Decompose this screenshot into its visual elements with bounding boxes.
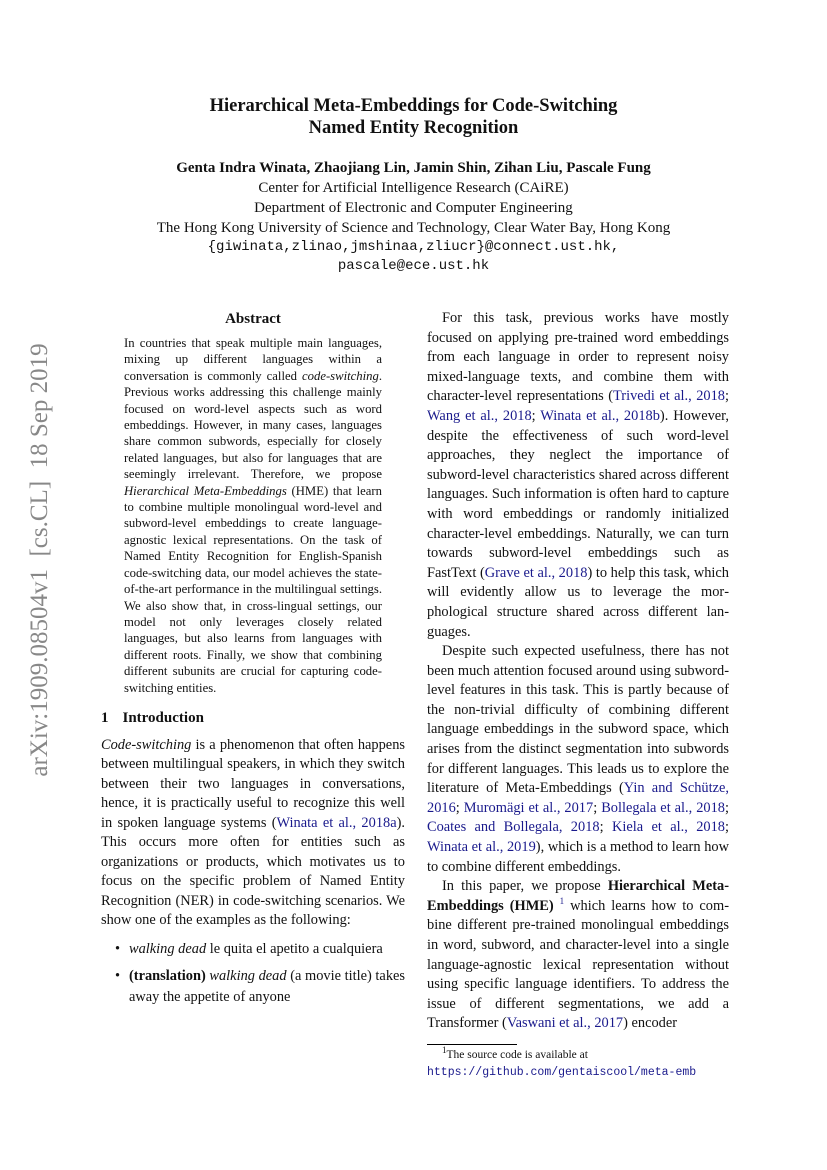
source-code-link[interactable]: https://github.com/gentaiscool/meta-emb	[427, 1065, 697, 1079]
citation-link[interactable]: Vaswani et al., 2017	[506, 1015, 624, 1032]
text: (HME) that learn to combine multiple monolingual word-level and subword-level embeddings to create language-agnostic lexical representations. On the task of Named Entity Recognition for English-Spanish code-switching data, our model achieves the state-of-the-art performance in the multilingual settings. We also show that, in cross-lingual settings, our model not only leverages closely related languages, but also learns from languages with different roots. Finally, we show that combining different subunits are crucial for capturing code-switching entities.	[124, 483, 382, 695]
citation-link[interactable]: Kiela et al., 2018	[611, 819, 725, 836]
citation-link[interactable]: Wang et al., 2018	[427, 407, 532, 424]
affiliation: Department of Electronic and Computer Engineering	[254, 200, 573, 216]
affiliation: Center for Artificial Intelligence Research (CAiRE)	[258, 180, 569, 196]
text: is a phenomenon that often happens between multilingual speakers, in which they switch between their two languages in conversations, hence, it is practically useful to recognize this well in spoken language systems (	[101, 736, 405, 831]
section-title: Introduction	[122, 709, 204, 726]
citation-link[interactable]: Winata et al., 2019	[427, 839, 536, 856]
text: ) encoder	[623, 1015, 678, 1032]
bullet-icon: •	[115, 940, 121, 957]
text: . Previous works addressing this challenge mainly focused on word-level aspects such as word embeddings. However, in many cases, languages share common subwords, especially for closely related languages, but also for languages that are seemingly irrelevant. Therefore, we propose	[124, 368, 382, 482]
footnote	[427, 1047, 729, 1081]
citation-link[interactable]: Yin and Schütze, 2016	[427, 780, 729, 816]
italic-text: walking dead	[209, 967, 287, 984]
citation-link[interactable]: Coates and Bollegala, 2018	[427, 819, 600, 836]
email-line: pascale@ece.ust.hk	[337, 258, 490, 274]
section-number: 1	[101, 709, 109, 726]
paragraph	[427, 877, 729, 1034]
affiliations	[0, 178, 827, 238]
text: ;	[599, 819, 612, 836]
text: ). This occurs more often for entities such as organizations or products, which motivates us to focus on the specific problem of Named Entity Recognition (NER) in code-switching scenarios. We show one of the examples as the following:	[101, 814, 405, 929]
text: Despite such expected usefulness, there has not been much attention focused around using subword-level features in this task. This is partly because of the non-trivial difficulty of combining different language embeddings in the subword space, which arises from the distinct segmentation into subwords for different languages. This leads us to explore the literature of Meta-Embeddings (	[427, 643, 729, 797]
text: For this task, previous works have mostly focused on applying pre-trained word embeddings from each language in order to represent noisy mixed-language texts, and combine them with character-level representations (	[427, 310, 729, 405]
italic-text: code-switching	[302, 368, 379, 383]
footnote-reference[interactable]: 1	[559, 896, 565, 907]
text: ;	[455, 799, 464, 816]
list-item	[101, 966, 405, 1008]
text: ;	[725, 799, 730, 816]
arxiv-identifier: arXiv:1909.08504v1 [cs.CL] 18 Sep 2019	[26, 343, 53, 777]
text: ;	[531, 407, 541, 424]
paragraph	[427, 642, 729, 877]
introduction-text	[101, 736, 405, 931]
italic-text: walking dead	[129, 940, 207, 957]
paragraph	[427, 309, 729, 642]
citation-link[interactable]: Bollegala et al., 2018	[601, 799, 726, 816]
section-heading-introduction	[101, 708, 405, 728]
abstract-text	[124, 335, 382, 696]
citation-link[interactable]: Muromägi et al., 2017	[463, 799, 594, 816]
citation-link[interactable]: Trivedi et al., 2018	[613, 388, 725, 405]
text: ;	[725, 819, 729, 836]
text: ) to help this task, which will evidently allow us to leverage the morphological structure shared across different languages.	[427, 564, 729, 640]
text: ;	[725, 388, 729, 405]
list-item-text	[129, 968, 405, 1005]
paragraph	[101, 736, 405, 931]
citation-link[interactable]: Winata et al., 2018b	[540, 407, 660, 424]
email-line: {giwinata,zlinao,jmshinaa,zliucr}@connect.ust.hk,	[207, 239, 620, 255]
text: In this paper, we propose	[442, 878, 608, 895]
title-line-2: Named Entity Recognition	[308, 118, 519, 138]
text: which learns how to combine different pre-trained monolingual embeddings in word, subword, and character-level into a single language-agnostic lexical representation without using specific language identifiers. To address the issue of different segmentations, we add a Transformer (	[427, 897, 729, 1032]
citation-link[interactable]: Winata et al., 2018a	[276, 814, 397, 831]
italic-text: Code-switching	[101, 736, 192, 753]
title-line-1: Hierarchical Meta-Embeddings for Code-Switching	[209, 96, 618, 116]
bold-text: (translation)	[129, 967, 206, 984]
example-list	[101, 939, 405, 1008]
footnote-text: The source code is available at	[446, 1048, 588, 1061]
list-item	[101, 939, 405, 960]
list-item-text	[129, 941, 383, 957]
abstract-heading: Abstract	[225, 311, 281, 327]
left-column	[101, 309, 405, 1014]
footnote-mark: 1	[442, 1045, 447, 1056]
text: le quita el apetito a cualquiera	[206, 940, 383, 957]
text: ), which is a method to learn how to combine different embeddings.	[427, 839, 730, 875]
bold-text: Hierarchical Meta-Embeddings (HME)	[427, 878, 729, 914]
bullet-icon: •	[115, 967, 121, 984]
affiliation: The Hong Kong University of Science and Technology, Clear Water Bay, Hong Kong	[156, 220, 671, 236]
text: (a movie title) takes away the appetite of anyone	[129, 967, 406, 1005]
right-column	[427, 309, 729, 1081]
italic-text: Hierarchical Meta-Embeddings	[124, 483, 287, 498]
right-column-text	[427, 309, 729, 1034]
text: In countries that speak multiple main languages, mixing up different languages within a conversation is commonly called	[124, 336, 382, 383]
citation-link[interactable]: Grave et al., 2018	[484, 564, 588, 581]
paper-title	[0, 95, 827, 139]
footnote-divider	[427, 1044, 517, 1045]
text: ;	[593, 799, 602, 816]
author-emails	[0, 238, 827, 276]
authors: Genta Indra Winata, Zhaojiang Lin, Jamin Shin, Zihan Liu, Pascale Fung	[176, 160, 651, 176]
text: ). However, despite the effectiveness of such word-level approaches, they neglect the importance of subword-level characteristics shared across different languages. Such information is often hard to capture with word embeddings or randomly initialized character-level embeddings. Naturally, we can turn towards subword-level embeddings such as FastText (	[427, 407, 729, 581]
